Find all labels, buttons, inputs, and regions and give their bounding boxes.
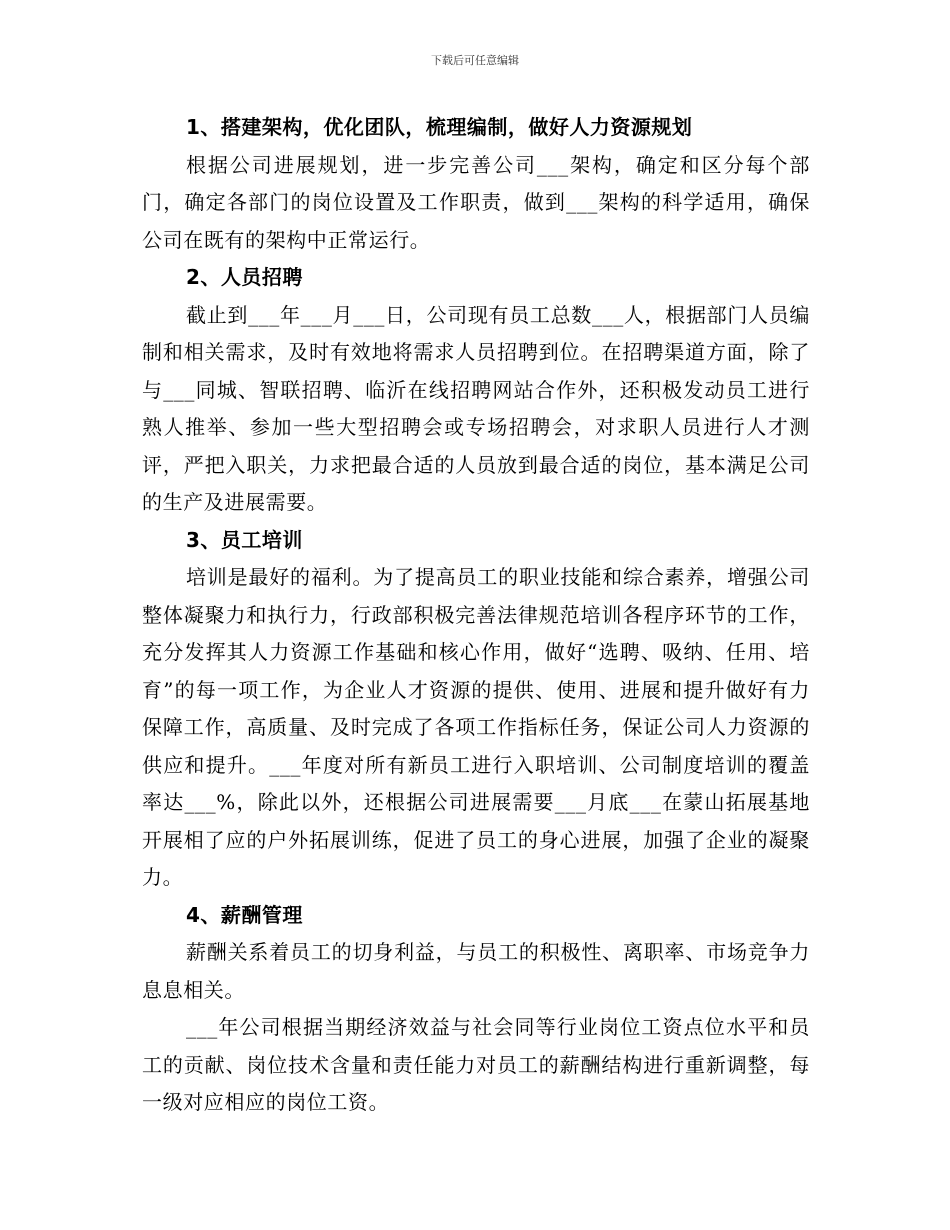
page-header-note: 下载后可任意编辑 (431, 54, 519, 67)
section-paragraph: 培训是最好的福利。为了提高员工的职业技能和综合素养，增强公司整体凝聚力和执行力，行政部积极完善法律规范培训各程序环节的工作，充分发挥其人力资源工作基础和核心作用，做好“选聘、吸纳、任用、培育”的每一项工作，为企业人才资源的提供、使用、进展和提升做好有力保障工作，高质量、及时完成了各项工作指标任务，保证公司人力资源的供应和提升。___年度对所有新员工进行入职培训、公司制度培训的覆盖率达___%，除此以外，还根据公司进展需要___月底___在蒙山拓展基地开展相了应的户外拓展训练，促进了员工的身心进展，加强了企业的凝聚力。 (142, 565, 810, 889)
section-training (142, 522, 810, 897)
section-recruitment (142, 259, 810, 522)
section-paragraph: ___年公司根据当期经济效益与社会同等行业岗位工资点位水平和员工的贡献、岗位技术含量和责任能力对员工的薪酬结构进行重新调整，每一级对应相应的岗位工资。 (142, 1015, 810, 1114)
section-heading: 1、搭建架构，优化团队，梳理编制，做好人力资源规划 (186, 115, 693, 139)
section-architecture (142, 109, 810, 259)
section-compensation (142, 897, 810, 1122)
section-heading: 4、薪酬管理 (186, 902, 303, 927)
section-paragraph: 薪酬关系着员工的切身利益，与员工的积极性、离职率、市场竞争力息息相关。 (142, 940, 810, 1002)
section-paragraph: 截止到___年___月___日，公司现有员工总数___人，根据部门人员编制和相关需求，及时有效地将需求人员招聘到位。在招聘渠道方面，除了与___同城、智联招聘、临沂在线招聘网站合作外，还积极发动员工进行熟人推举、参加一些大型招聘会或专场招聘会，对求职人员进行人才测评，严把入职关，力求把最合适的人员放到最合适的岗位，基本满足公司的生产及进展需要。 (142, 302, 810, 514)
section-heading: 2、人员招聘 (186, 265, 303, 289)
document-body (142, 109, 810, 1122)
section-paragraph: 根据公司进展规划，进一步完善公司___架构，确定和区分每个部门，确定各部门的岗位设置及工作职责，做到___架构的科学适用，确保公司在既有的架构中正常运行。 (142, 152, 810, 252)
section-heading: 3、员工培训 (186, 527, 303, 552)
